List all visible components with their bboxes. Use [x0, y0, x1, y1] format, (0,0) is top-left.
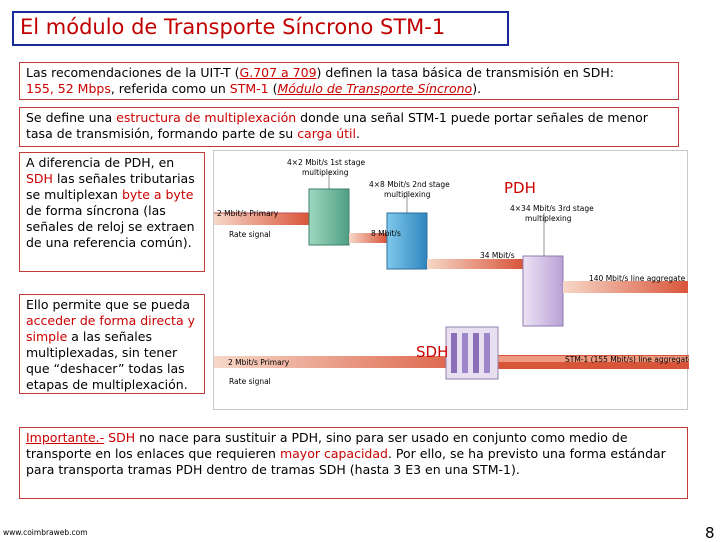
sdh-multiplexer-block — [446, 327, 498, 379]
pdh-aggr140-label: 140 Mbit/s line aggregate — [589, 274, 686, 283]
text: de forma síncrona (las señales de reloj se extraen de una referencia común). — [26, 203, 195, 250]
pdh-stage3-block — [523, 256, 563, 326]
sdh-primary-label-b: Rate signal — [229, 377, 271, 386]
text: no nace para sustituir a PDH, sino para ser usado en conjunto como medio de transporte en los enlaces que requieren — [26, 430, 628, 461]
pdh-stage2-label-a: 4×8 Mbit/s 2nd stage — [369, 180, 450, 189]
sdh-stm1-label: STM-1 (155 Mbit/s) line aggregate — [565, 355, 689, 364]
pdh-stage3-label-b: multiplexing — [525, 214, 572, 223]
highlight-g707: G.707 a 709 — [239, 65, 317, 80]
pdh-primary-label-b: Rate signal — [229, 230, 271, 239]
highlight-mayor: mayor capacidad — [279, 446, 388, 461]
text: . — [355, 126, 360, 141]
pdh-stage1-block — [309, 189, 349, 245]
text: Se define una — [26, 110, 117, 125]
pdh-stage1-label-b: multiplexing — [302, 168, 349, 177]
title-box — [12, 11, 509, 46]
pdh-stage2-label-b: multiplexing — [384, 190, 431, 199]
text: . Por ello, se ha previsto una forma estándar para transporta tramas PDH dentro de tramas SDH (hasta 3 E3 en una STM-1). — [26, 446, 666, 477]
pdh-stage3-label-a: 4×34 Mbit/s 3rd stage — [510, 204, 594, 213]
pdh-rate34-label: 34 Mbit/s — [480, 251, 515, 260]
pdh-title-label: PDH — [504, 179, 536, 197]
text: A diferencia de PDH, en — [26, 155, 175, 170]
highlight-sdh: SDH — [26, 171, 53, 186]
text: Las recomendaciones de la UIT-T ( — [26, 65, 240, 80]
highlight-carga: carga útil — [297, 126, 356, 141]
footer-url: www.coimbraweb.com — [3, 528, 88, 537]
text-box-direct-access — [19, 294, 205, 394]
pdh-sdh-diagram — [213, 150, 688, 410]
text-box-pdh-difference — [19, 152, 205, 272]
pdh-rate8-label: 8 Mbit/s — [371, 229, 401, 238]
highlight-modulo: Módulo de Transporte Síncrono — [277, 81, 473, 96]
text: a las señales multiplexadas, sin tener que “deshacer” todas las etapas de multiplexación. — [26, 329, 188, 392]
text: ) definen la tasa básica de transmisión en SDH: — [316, 65, 614, 80]
text-box-structure — [19, 107, 679, 147]
text: donde una señal STM-1 puede portar señales de menor tasa de transmisión, formando parte de su — [26, 110, 648, 141]
highlight-importante: Importante.- — [26, 430, 105, 445]
highlight-estructura: estructura de multiplexación — [116, 110, 297, 125]
text: ). — [472, 81, 482, 96]
pdh-stage2-block — [387, 213, 427, 269]
sdh-primary-label-a: 2 Mbit/s Primary — [228, 358, 290, 367]
page-number: 8 — [705, 524, 715, 542]
sdh-title-label: SDH — [416, 343, 449, 361]
text: Ello permite que se pueda — [26, 297, 191, 312]
page-title: El módulo de Transporte Síncrono STM-1 — [20, 15, 446, 39]
highlight-rate: 155, 52 Mbps — [26, 81, 111, 96]
highlight-sdh: SDH — [104, 430, 136, 445]
pdh-stage1-label-a: 4×2 Mbit/s 1st stage — [287, 158, 366, 167]
highlight-byte: byte a byte — [121, 187, 194, 202]
text: , referida como un — [110, 81, 230, 96]
highlight-stm1: STM-1 — [229, 81, 269, 96]
text-box-recommendations — [19, 62, 679, 100]
text: ( — [268, 81, 278, 96]
highlight-acceder: acceder de forma directa y simple — [26, 313, 195, 344]
text: las señales tributarias se multiplexan — [26, 171, 195, 202]
pdh-line-34mbit — [427, 259, 523, 269]
pdh-primary-label-a: 2 Mbit/s Primary — [217, 209, 279, 218]
text-box-importante — [19, 427, 688, 499]
diagram-svg — [214, 151, 689, 411]
